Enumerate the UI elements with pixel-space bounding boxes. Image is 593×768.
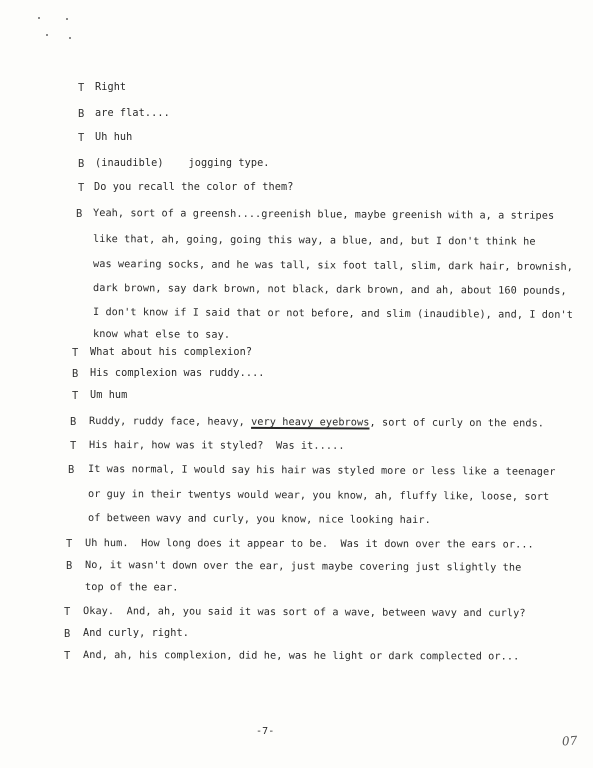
transcript-line	[85, 560, 521, 574]
transcript-line	[89, 440, 345, 452]
line-text: Ruddy, ruddy face, heavy,	[88, 416, 252, 428]
transcript-line	[90, 390, 127, 401]
transcript-line	[83, 628, 189, 639]
scan-speck	[38, 17, 40, 19]
transcript-line	[93, 329, 230, 341]
line-text: , sort of curly on the ends.	[369, 417, 545, 430]
transcript-line	[93, 259, 573, 273]
transcript-line	[90, 347, 252, 358]
line-text: are flat....	[95, 108, 170, 119]
line-text: dark brown, say dark brown, not black, dark brown, and ah, about 160 pounds,	[92, 283, 567, 297]
speaker-label: B	[70, 416, 77, 428]
speaker-label: T	[78, 82, 85, 94]
transcript-line	[95, 132, 132, 143]
handwritten-mark: 07	[561, 733, 578, 749]
line-text: What about his complexion?	[90, 347, 253, 358]
transcript-line	[93, 283, 567, 297]
page-number: -7-	[256, 726, 275, 737]
transcript-line	[95, 82, 126, 93]
speaker-label: B	[64, 628, 71, 640]
line-text: Uh huh	[95, 132, 133, 143]
line-text: was wearing socks, and he was tall, six foot tall, slim, dark hair, brownish,	[92, 259, 574, 273]
line-text: Um hum	[90, 390, 128, 401]
line-text: Okay. And, ah, you said it was sort of a wave, between wavy and curly?	[82, 606, 526, 620]
line-text: of between wavy and curly, you know, nice looking hair.	[87, 513, 431, 527]
transcript-line	[89, 416, 544, 429]
speaker-label: B	[78, 158, 85, 170]
speaker-label: B	[76, 208, 83, 220]
line-text: Right	[95, 82, 127, 93]
transcript-line	[93, 208, 554, 222]
line-text: Uh hum. How long does it appear to be. Was it down over the ears or...	[84, 538, 534, 551]
transcript-line	[88, 489, 549, 503]
scan-speck	[46, 34, 48, 36]
speaker-label: T	[78, 182, 85, 194]
line-text: It was normal, I would say his hair was styled more or less like a teenager	[87, 464, 556, 478]
speaker-label: T	[66, 538, 73, 550]
transcript-line	[83, 606, 526, 619]
line-text: I don't know if I said that or not before, and slim (inaudible), and, I don't	[92, 307, 574, 321]
speaker-label: T	[70, 440, 77, 452]
speaker-label: T	[78, 132, 85, 144]
line-text: His hair, how was it styled? Was it.....	[88, 440, 345, 452]
line-text: His complexion was ruddy....	[90, 368, 265, 379]
transcript-line	[88, 464, 556, 478]
scan-speck	[69, 37, 71, 39]
transcript-line	[93, 234, 536, 248]
line-text: Do you recall the color of them?	[94, 182, 294, 193]
scan-speck	[66, 18, 68, 20]
transcript-line	[93, 307, 573, 321]
transcript-line	[94, 182, 293, 193]
transcript-line	[95, 108, 170, 119]
transcript-line	[85, 582, 179, 594]
line-text: know what else to say.	[92, 329, 231, 341]
line-text: or guy in their twentys would wear, you know, ah, fluffy like, loose, sort	[87, 489, 550, 503]
line-text: Yeah, sort of a greensh....greenish blue, maybe greenish with a, a stripes	[92, 208, 555, 222]
speaker-label: T	[72, 347, 79, 359]
line-text: No, it wasn't down over the ear, just maybe covering just slightly the	[84, 560, 522, 574]
transcript-line	[85, 538, 534, 551]
line-text: like that, ah, going, going this way, a blue, and, but I don't think he	[92, 234, 536, 248]
line-text: And curly, right.	[83, 628, 189, 639]
line-text: top of the ear.	[84, 582, 179, 594]
line-text: (inaudible) jogging type.	[95, 158, 270, 169]
speaker-label: B	[66, 560, 73, 572]
speaker-label: B	[68, 464, 75, 476]
speaker-label: B	[78, 108, 85, 120]
speaker-label: T	[64, 606, 71, 618]
transcript-line	[90, 368, 265, 379]
line-text: And, ah, his complexion, did he, was he light or dark complected or...	[82, 650, 520, 663]
transcript-line	[88, 513, 431, 526]
speaker-label: B	[72, 368, 79, 380]
speaker-label: T	[72, 390, 79, 402]
transcript-line	[83, 650, 519, 663]
speaker-label: T	[64, 650, 71, 662]
transcript-line	[95, 158, 270, 169]
underlined-phrase: very heavy eyebrows	[251, 416, 370, 429]
